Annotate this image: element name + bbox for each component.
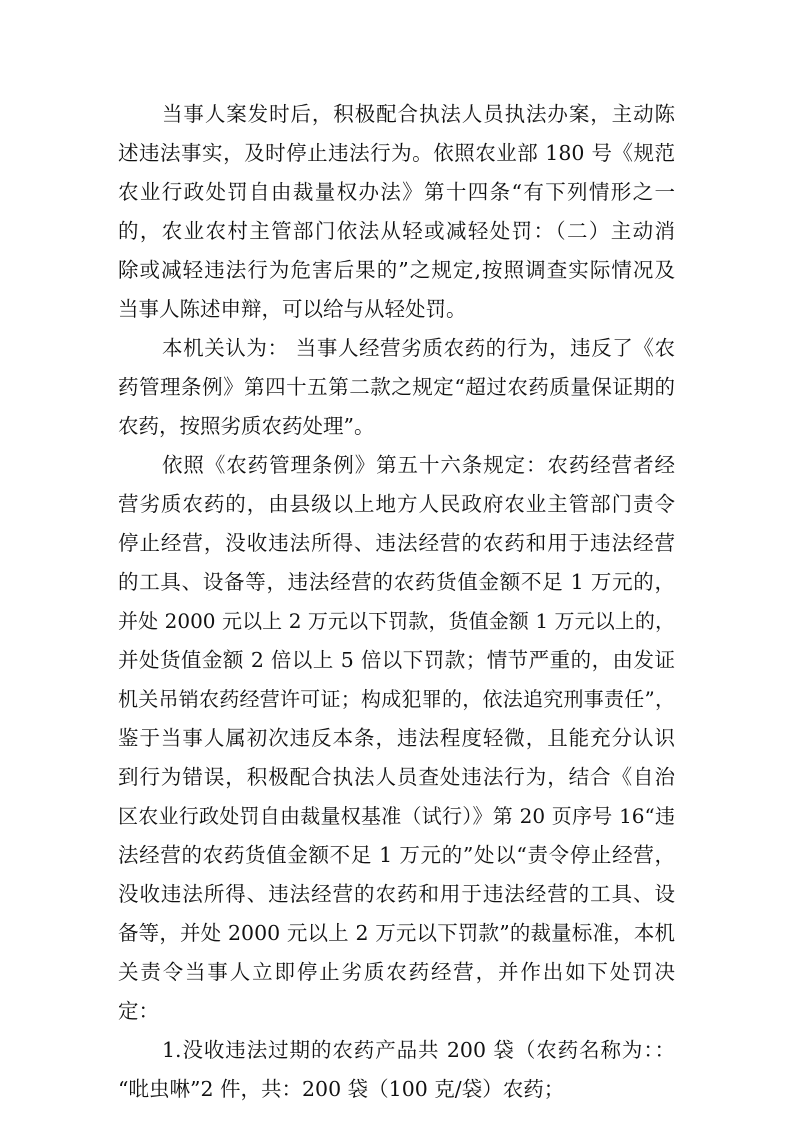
paragraph-3-line-6: 并处货值金额 2 倍以上 5 倍以下罚款；情节严重的，由发证 <box>118 648 675 672</box>
paragraph-1-line-4: 的，农业农村主管部门依法从轻或减轻处罚：（二）主动消 <box>118 219 675 243</box>
paragraph-3-line-13: 备等，并处 2000 元以上 2 万元以下罚款”的裁量标准，本机 <box>118 921 675 945</box>
paragraph-3-line-4: 的工具、设备等，违法经营的农药货值金额不足 1 万元的， <box>118 570 675 594</box>
paragraph-3-line-14: 关责令当事人立即停止劣质农药经营，并作出如下处罚决 <box>118 960 675 984</box>
paragraph-1-line-5: 除或减轻违法行为危害后果的”之规定,按照调查实际情况及 <box>118 258 675 282</box>
paragraph-4-line-1: 1.没收违法过期的农药产品共 200 袋（农药名称为：： <box>162 1038 675 1062</box>
paragraph-3-line-12: 没收违法所得、违法经营的农药和用于违法经营的工具、设 <box>118 882 675 906</box>
paragraph-4-line-2: “吡虫啉”2 件，共：200 袋（100 克/袋）农药； <box>118 1077 565 1101</box>
paragraph-3-line-15: 定： <box>118 999 159 1023</box>
paragraph-3-line-8: 鉴于当事人属初次违反本条，违法程度轻微，且能充分认识 <box>118 726 675 750</box>
paragraph-3-line-10: 区农业行政处罚自由裁量权基准（试行）》第 20 页序号 16“违 <box>118 804 675 828</box>
paragraph-1-line-1: 当事人案发时后，积极配合执法人员执法办案，主动陈 <box>162 102 675 126</box>
paragraph-3-line-1: 依照《农药管理条例》第五十六条规定：农药经营者经 <box>162 453 675 477</box>
paragraph-1-line-6: 当事人陈述申辩，可以给与从轻处罚。 <box>118 297 467 321</box>
paragraph-2-line-2: 药管理条例》第四十五第二款之规定“超过农药质量保证期的 <box>118 375 675 399</box>
paragraph-3-line-11: 法经营的农药货值金额不足 1 万元的”处以“责令停止经营， <box>118 843 675 867</box>
paragraph-3-line-9: 到行为错误，积极配合执法人员查处违法行为，结合《自治 <box>118 765 675 789</box>
paragraph-3-line-5: 并处 2000 元以上 2 万元以下罚款，货值金额 1 万元以上的， <box>118 609 675 633</box>
paragraph-1-line-3: 农业行政处罚自由裁量权办法》第十四条“有下列情形之一 <box>118 180 675 204</box>
paragraph-3-line-2: 营劣质农药的，由县级以上地方人民政府农业主管部门责令 <box>118 492 675 516</box>
paragraph-3-line-3: 停止经营，没收违法所得、违法经营的农药和用于违法经营 <box>118 531 675 555</box>
paragraph-3-line-7: 机关吊销农药经营许可证；构成犯罪的，依法追究刑事责任”， <box>118 687 675 711</box>
paragraph-1-line-2: 述违法事实，及时停止违法行为。依照农业部 180 号《规范 <box>118 141 675 165</box>
paragraph-2-line-1: 本机关认为： 当事人经营劣质农药的行为，违反了《农 <box>162 336 675 360</box>
paragraph-2-line-3: 农药，按照劣质农药处理”。 <box>118 414 375 438</box>
